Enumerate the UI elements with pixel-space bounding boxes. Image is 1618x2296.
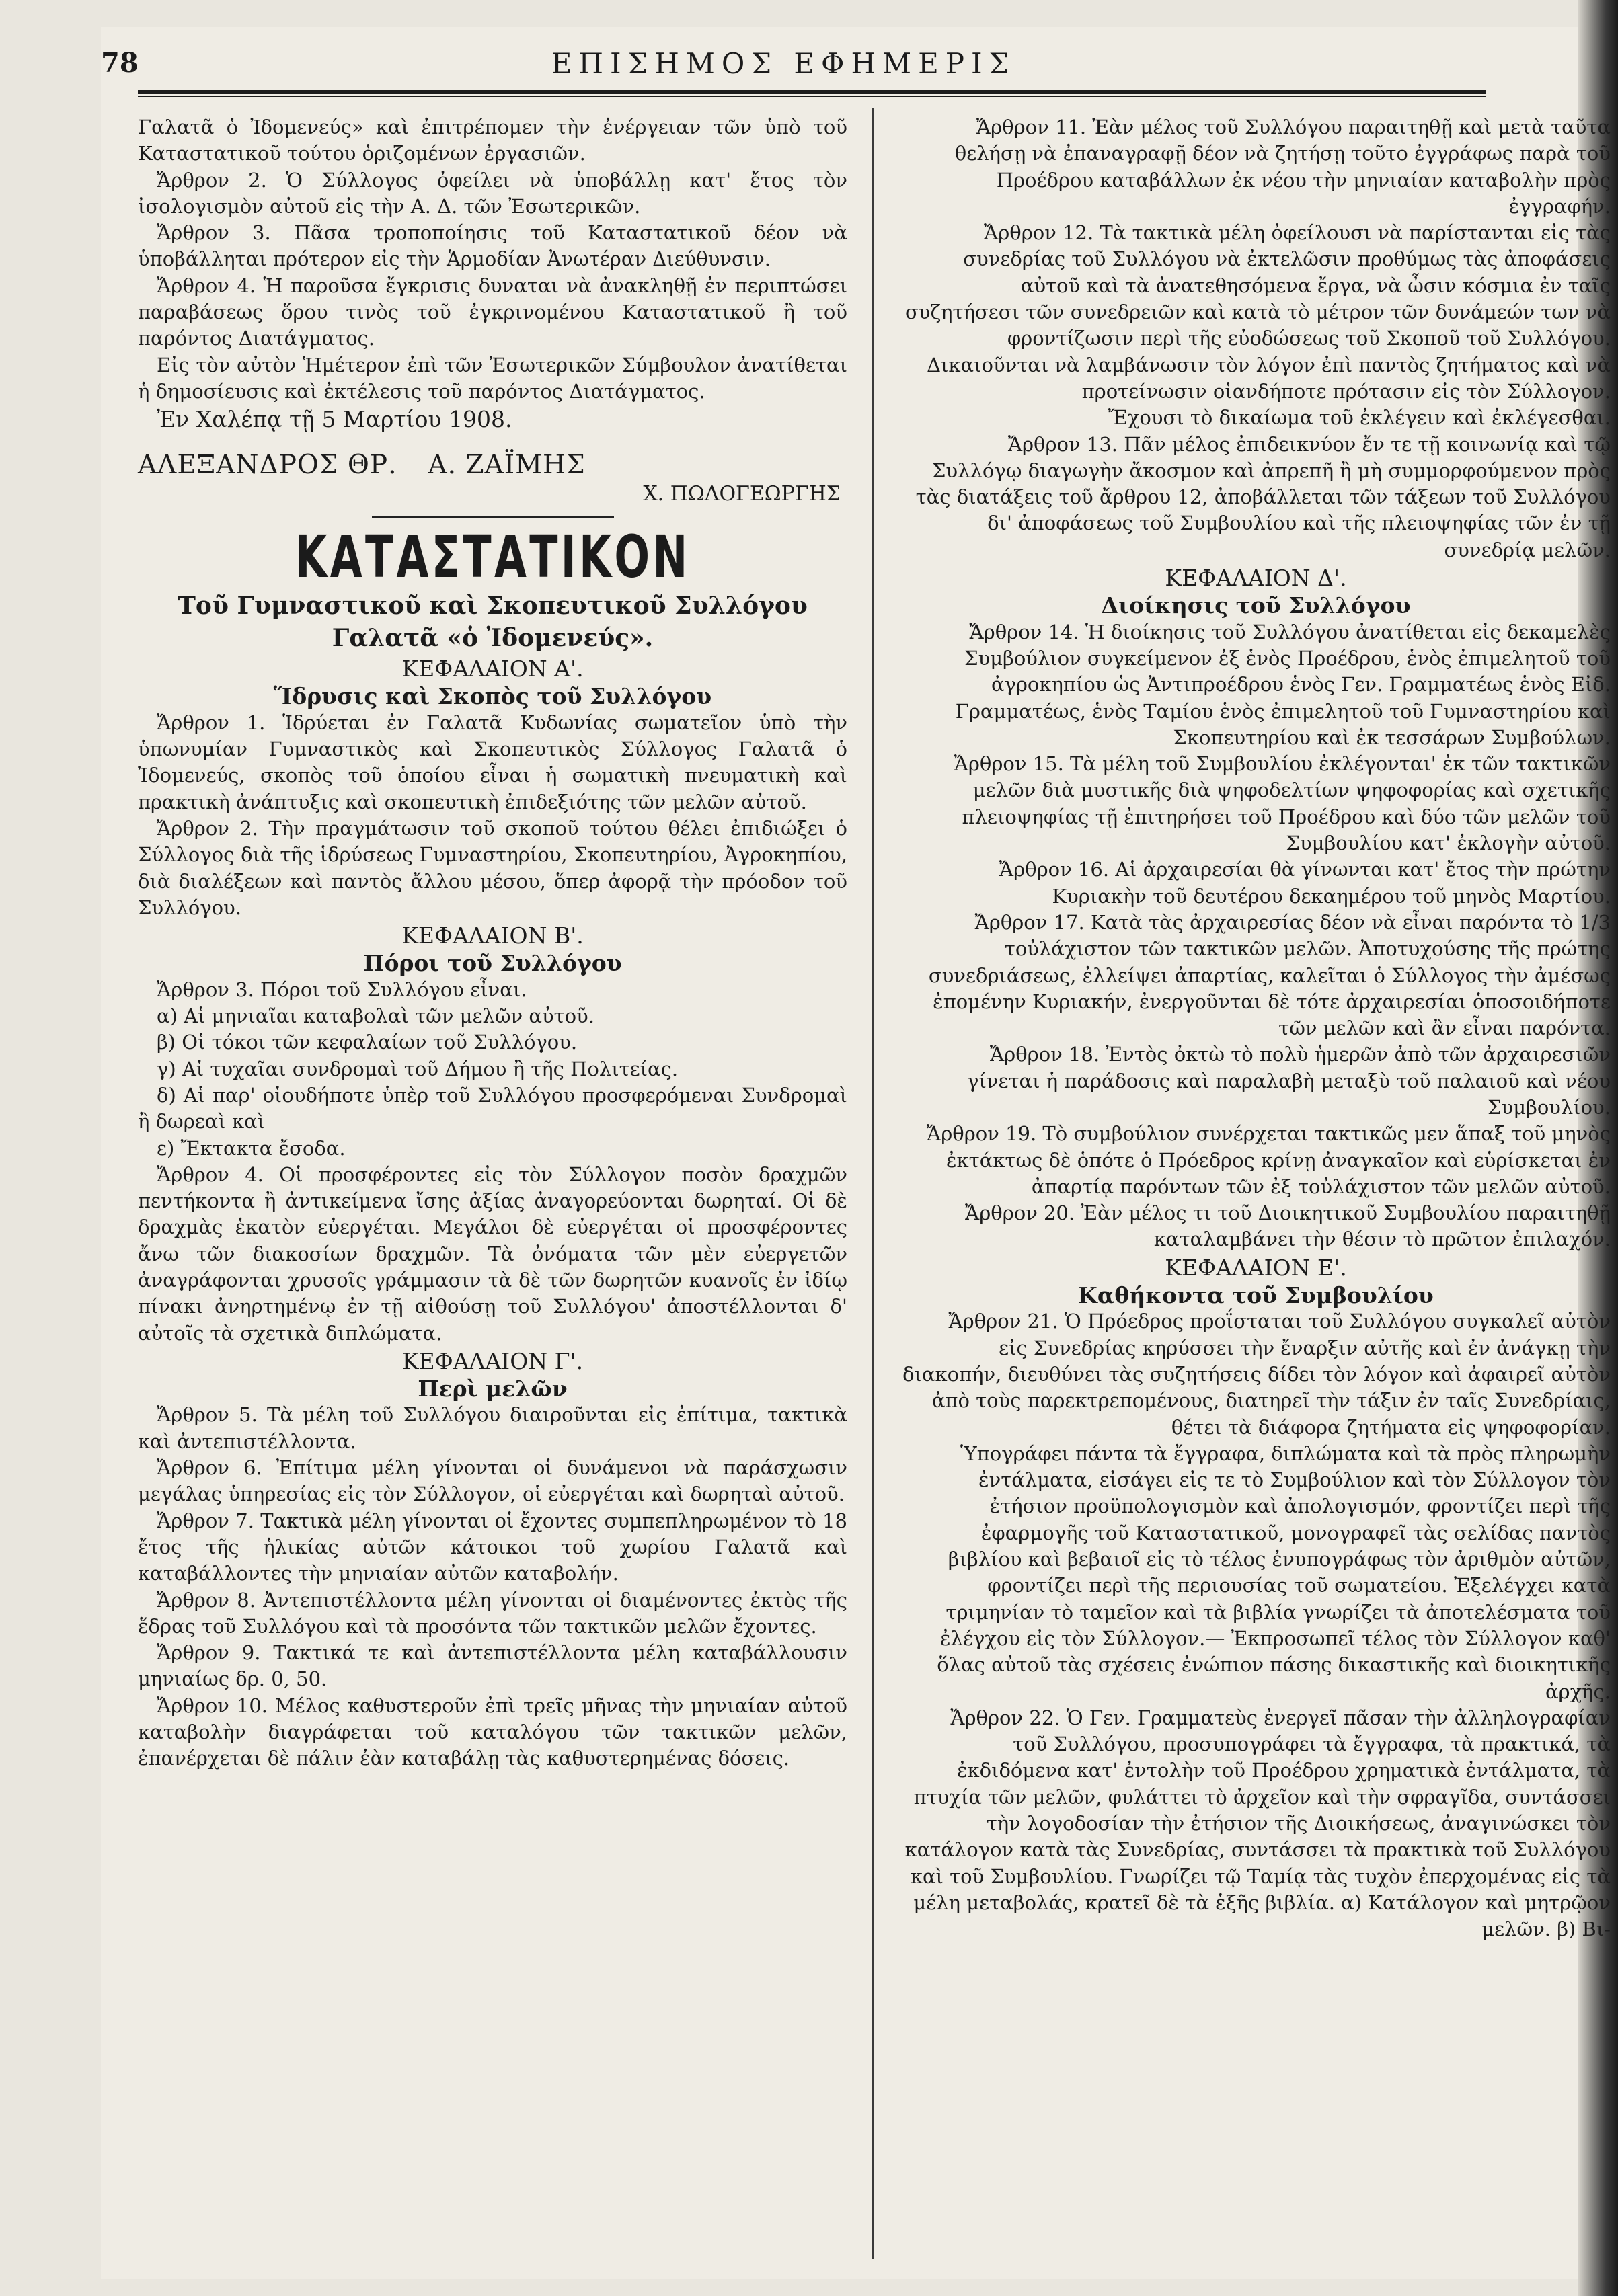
article-paragraph: Ἄρθρον 6. Ἐπίτιμα μέλη γίνονται οἱ δυνάμενοι νὰ παράσχωσιν μεγάλας ὑπηρεσίας εἰς τὸν Σύλλογον, οἱ εὐεργέται καὶ δωρηταὶ αὐτοῦ. [138, 1456, 847, 1506]
article-paragraph: Ἄρθρον 2. Τὴν πραγμάτωσιν τοῦ σκοποῦ τούτου θέλει ἐπιδιώξει ὁ Σύλλογος διὰ τῆς ἱδρύσεως Γυμναστηρίου, Σκοπευτηρίου, Ἀγροκηπίου, διὰ διαλέξεων καὶ παντὸς ἄλλου μέσου, ὅπερ ἀφορᾷ τὴν πρόοδον τοῦ Συλλόγου. [138, 816, 847, 919]
section-separator [372, 516, 614, 518]
article-paragraph: Ἄρθρον 8. Ἀντεπιστέλλοντα μέλη γίνονται οἱ διαμένοντες ἐκτὸς τῆς ἕδρας τοῦ Συλλόγου καὶ τὰ προσόντα τῶν τακτικῶν μελῶν ἔχοντες. [138, 1588, 847, 1638]
left-column [138, 114, 847, 1772]
article-paragraph: Ἄρθρον 15. Τὰ μέλη τοῦ Συμβουλίου ἐκλέγονται' ἐκ τῶν τακτικῶν μελῶν διὰ μυστικῆς διὰ ψηφοδελτίων ψηφοφορίας καὶ σχετικῆς πλειοψηφίας τῇ ἐπιτηρήσει τοῦ Προέδρου καὶ δύο τῶν μελῶν τοῦ Συμβουλίου κατ' ἐκλογὴν αὐτοῦ. [954, 752, 1611, 855]
article-paragraph: Ἄρθρον 11. Ἐὰν μέλος τοῦ Συλλόγου παραιτηθῇ καὶ μετὰ ταῦτα θελήσῃ νὰ ἐπαναγραφῇ δέον νὰ ζητήσῃ τοῦτο ἐγγράφως παρὰ τοῦ Προέδρου καταβάλλων ἐκ νέου τὴν μηνιαίαν καταβολὴν πρὸς ἐγγραφήν. [954, 116, 1611, 218]
article-paragraph: Ἄρθρον 21. Ὁ Πρόεδρος προΐσταται τοῦ Συλλόγου συγκαλεῖ αὐτὸν εἰς Συνεδρίας κηρύσσει τὴν ἔναρξιν αὐτῆς καὶ ἐν ἀνάγκῃ τὴν διακοπήν, διευθύνει τὰς συζητήσεις δίδει τὸν λόγον καὶ ἀφαιρεῖ αὐτὸν ἀπὸ τοὺς παρεκτρεπομένους, διατηρεῖ τὴν τάξιν ἐν ταῖς Συνεδρίαις, θέτει τὰ διάφορα ζητήματα εἰς ψηφοφορίαν. [902, 1310, 1611, 1439]
section-heading: Καθήκοντα τοῦ Συμβουλίου [1078, 1282, 1434, 1309]
masthead-title: ΕΠΙΣΗΜΟΣ ΕΦΗΜΕΡΙΣ [551, 47, 1016, 80]
article-paragraph: Ἄρθρον 3. Πᾶσα τροποποίησις τοῦ Καταστατικοῦ δέον νὰ ὑποβάλληται πρότερον εἰς τὴν Ἁρμοδίαν Ἀνωτέραν Διεύθυνσιν. [138, 221, 847, 271]
article-paragraph: Ἄρθρον 3. Πόροι τοῦ Συλλόγου εἶναι. [157, 978, 527, 1001]
article-paragraph: Ἄρθρον 16. Αἱ ἀρχαιρεσίαι θὰ γίνωνται κατ' ἔτος τὴν πρώτην Κυριακὴν τοῦ δευτέρου δεκαημέρου τοῦ μηνὸς Μαρτίου. [999, 858, 1611, 908]
countersignature: Χ. ΠΩΛΟΓΕΩΡΓΗΣ [643, 481, 841, 506]
statute-subtitle: Τοῦ Γυμναστικοῦ καὶ Σκοπευτικοῦ Συλλόγου Γαλατᾶ «ὁ Ἰδομενεύς». [178, 592, 808, 653]
chapter-heading: ΚΕΦΑΛΑΙΟΝ Β'. [401, 922, 584, 949]
paragraph: Εἰς τὸν αὐτὸν Ἡμέτερον ἐπὶ τῶν Ἐσωτερικῶν Σύμβουλον ἀνατίθεται ἡ δημοσίευσις καὶ ἐκτέλεσις τοῦ παρόντος Διατάγματος. [138, 353, 847, 403]
section-heading: Διοίκησις τοῦ Συλλόγου [1101, 592, 1411, 619]
list-item: δ) Αἱ παρ' οἱουδήποτε ὑπὲρ τοῦ Συλλόγου προσφερόμεναι Συνδρομαὶ ἢ δωρεαὶ καὶ [138, 1083, 847, 1134]
article-paragraph: Ἄρθρον 2. Ὁ Σύλλογος ὀφείλει νὰ ὑποβάλλῃ κατ' ἔτος τὸν ἰσολογισμὸν αὐτοῦ εἰς τὴν Α. Δ. τῶν Ἐσωτερικῶν. [138, 168, 847, 218]
list-item: α) Αἱ μηνιαῖαι καταβολαὶ τῶν μελῶν αὐτοῦ. [157, 1004, 594, 1028]
statute-title: ΚΑΤΑΣΤΑΤΙΚΟΝ [295, 524, 691, 592]
article-paragraph: Ἄρθρον 4. Οἱ προσφέροντες εἰς τὸν Σύλλογον ποσὸν δραχμῶν πεντήκοντα ἢ ἀντικείμενα ἴσης ἀξίας ἀναγορεύονται δωρηταί. Οἱ δὲ δραχμὰς ἑκατὸν εὐεργέται. Μεγάλοι δὲ εὐεργέται οἱ προσφέροντες ἄνω τῶν διακοσίων δραχμῶν. Τὰ ὀνόματα τῶν μὲν εὐεργετῶν ἀναγράφονται χρυσοῖς γράμμασιν τὰ δὲ τῶν δωρητῶν κυανοῖς ἐν ἰδίῳ πίνακι ἀνηρτημένῳ ἐν τῇ αἰθούσῃ τοῦ Συλλόγου' ἀποστέλλονται δ' αὐτοῖς τὰ σχετικὰ διπλώματα. [138, 1162, 847, 1345]
header-rule [138, 90, 1486, 94]
article-paragraph: Ἄρθρον 12. Τὰ τακτικὰ μέλη ὀφείλουσι νὰ παρίστανται εἰς τὰς συνεδρίας τοῦ Συλλόγου νὰ ἐκτελῶσιν προθύμως τὰς ἀποφάσεις αὐτοῦ καὶ τὰ ἀνατεθησόμενα ἔργα, νὰ ὦσιν κόσμια ἐν ταῖς συζητήσεσι τῶν συνεδρειῶν καὶ κατὰ τὸ μέτρον τῶν δυνάμεών των νὰ φροντίζωσιν περὶ τῆς εὐοδώσεως τοῦ Σκοποῦ τοῦ Συλλόγου. Δικαιοῦνται νὰ λαμβάνωσιν τὸν λόγον ἐπὶ παντὸς ζητήματος καὶ νὰ προτείνωσιν οἱανδήποτε πρότασιν εἰς τὸν Σύλλογον. [905, 221, 1611, 403]
article-paragraph: Ἄρθρον 13. Πᾶν μέλος ἐπιδεικνύον ἔν τε τῇ κοινωνίᾳ καὶ τῷ Συλλόγῳ διαγωγὴν ἄκοσμον καὶ ἀπρεπῆ ἢ μὴ συμμορφούμενον πρὸς τὰς διατάξεις τοῦ ἄρθρου 12, ἀποβάλλεται τῶν τάξεων τοῦ Συλλόγου δι' ἀποφάσεως τοῦ Συμβουλίου καὶ τῆς πλειοψηφίας τῶν ἐν τῇ συνεδρίᾳ μελῶν. [915, 432, 1611, 561]
right-column [901, 114, 1611, 1942]
signature-line [138, 449, 847, 480]
decree-date: Ἐν Χαλέπᾳ τῇ 5 Μαρτίου 1908. [157, 406, 512, 433]
article-paragraph: Ἄρθρον 4. Ἡ παροῦσα ἔγκρισις δυναται νὰ ἀνακληθῇ ἐν περιπτώσει παραβάσεως ὅρου τινὸς τοῦ ἐγκρινομένου Καταστατικοῦ ἢ τοῦ παρόντος Διατάγματος. [138, 274, 847, 350]
article-paragraph: Ἄρθρον 19. Τὸ συμβούλιον συνέρχεται τακτικῶς μεν ἅπαξ τοῦ μηνὸς ἐκτάκτως δὲ ὁπότε ὁ Πρόεδρος κρίνῃ ἀναγκαῖον καὶ εὑρίσκεται ἐν ἀπαρτίᾳ παρόντων τῶν ἐξ τοὐλάχιστον τῶν μελῶν αὐτοῦ. [926, 1122, 1611, 1198]
article-paragraph: Ἄρθρον 18. Ἐντὸς ὀκτὼ τὸ πολὺ ἡμερῶν ἀπὸ τῶν ἀρχαιρεσιῶν γίνεται ἡ παράδοσις καὶ παραλαβὴ μεταξὺ τοῦ παλαιοῦ καὶ νέου Συμβουλίου. [967, 1043, 1611, 1119]
article-paragraph: Ἄρθρον 17. Κατὰ τὰς ἀρχαιρεσίας δέον νὰ εἶναι παρόντα τὸ 1/3 τοὐλάχιστον τῶν τακτικῶν μελῶν. Ἀποτυχούσης τῆς πρώτης συνεδριάσεως, ἐλλείψει ἀπαρτίας, καλεῖται ὁ Σύλλογος τὴν ἀμέσως ἐπομένην Κυριακήν, ἐνεργοῦνται δὲ τότε ἀρχαιρεσίαι ὁποσοιδήποτε τῶν μελῶν καὶ ἂν εἶναι παρόντα. [928, 910, 1611, 1040]
chapter-heading: ΚΕΦΑΛΑΙΟΝ Γ'. [401, 1347, 584, 1374]
article-paragraph: Ἄρθρον 5. Τὰ μέλη τοῦ Συλλόγου διαιροῦνται εἰς ἐπίτιμα, τακτικὰ καὶ ἀντεπιστέλλοντα. [138, 1403, 847, 1453]
article-paragraph: Ἄρθρον 10. Μέλος καθυστεροῦν ἐπὶ τρεῖς μῆνας τὴν μηνιαίαν αὐτοῦ καταβολὴν διαγράφεται τοῦ καταλόγου τῶν τακτικῶν μελῶν, ἐπανέρχεται δὲ πάλιν ἐὰν καταβάλῃ τὰς καθυστερημένας δόσεις. [138, 1694, 847, 1770]
column-divider [872, 108, 874, 2259]
signature-king: ΑΛΕΞΑΝΔΡΟΣ ΘΡ. [138, 449, 397, 480]
chapter-heading: ΚΕΦΑΛΑΙΟΝ Ε'. [1165, 1254, 1347, 1281]
article-paragraph: Ἄρθρον 22. Ὁ Γεν. Γραμματεὺς ἐνεργεῖ πᾶσαν τὴν ἀλληλογραφίαν τοῦ Συλλόγου, προσυπογράφει τὰ ἔγγραφα, τὰ πρακτικά, τὰ ἐκδιδόμενα κατ' ἐντολὴν τοῦ Προέδρου χρηματικὰ ἐντάλματα, τὰ πτυχία τῶν μελῶν, φυλάττει τὸ ἀρχεῖον καὶ τὴν σφραγῖδα, συντάσσει τὴν λογοδοσίαν τὴν ἐτήσιον τῆς Διοικήσεως, ἀναγινώσκει τὸν κατάλογον κατὰ τὰς Συνεδρίας, συντάσσει τὰ πρακτικὰ τοῦ Συλλόγου καὶ τοῦ Συμβουλίου. Γνωρίζει τῷ Ταμίᾳ τὰς τυχὸν ἐπερχομένας εἰς τὰ μέλη μεταβολάς, κρατεῖ δὲ τὰ ἑξῆς βιβλία. α) Κατάλογον καὶ μητρῷον μελῶν. β) Βι- [904, 1706, 1611, 1941]
list-item: ε) Ἔκτακτα ἔσοδα. [157, 1136, 346, 1160]
list-item: β) Οἱ τόκοι τῶν κεφαλαίων τοῦ Συλλόγου. [157, 1031, 578, 1054]
list-item: γ) Αἱ τυχαῖαι συνδρομαὶ τοῦ Δήμου ἢ τῆς Πολιτείας. [157, 1057, 679, 1080]
paragraph: Γαλατᾶ ὁ Ἰδομενεύς» καὶ ἐπιτρέπομεν τὴν ἐνέργειαν τῶν ὑπὸ τοῦ Καταστατικοῦ τούτου ὁριζομένων ἐργασιῶν. [138, 116, 847, 165]
section-heading: Ἵδρυσις καὶ Σκοπὸς τοῦ Συλλόγου [273, 683, 712, 710]
article-paragraph: Ἄρθρον 7. Τακτικὰ μέλη γίνονται οἱ ἔχοντες συμπεπληρωμένον τὸ 18 ἔτος τῆς ἡλικίας αὐτῶν κάτοικοι τοῦ χωρίου Γαλατᾶ καὶ καταβάλλοντες τὴν μηνιαίαν αὐτῶν καταβολήν. [138, 1509, 847, 1585]
signature-zaimis: Α. ΖΑΪΜΗΣ [428, 449, 586, 480]
article-paragraph: Ἄρθρον 1. Ἱδρύεται ἐν Γαλατᾶ Κυδωνίας σωματεῖον ὑπὸ τὴν ὑπωνυμίαν Γυμναστικὸς καὶ Σκοπευτικὸς Σύλλογος Γαλατᾶ ὁ Ἰδομενεύς, σκοπὸς τοῦ ὁποίου εἶναι ἡ σωματικὴ πνευματικὴ καὶ πρακτικὴ ἀνάπτυξις καὶ σκοπευτικὴ ἐπιδεξιότης τῶν μελῶν αὐτοῦ. [138, 711, 847, 814]
section-heading: Περὶ μελῶν [418, 1376, 568, 1402]
header-rule-thin [138, 96, 1486, 97]
page-number: 78 [101, 47, 139, 79]
chapter-heading: ΚΕΦΑΛΑΙΟΝ Δ'. [1165, 565, 1347, 592]
paragraph: Ὑπογράφει πάντα τὰ ἔγγραφα, διπλώματα καὶ τὰ πρὸς πληρωμὴν ἐντάλματα, εἰσάγει εἰς τε τὸ Συμβούλιον καὶ τὸν Σύλλογον τὸν ἐτήσιον προϋπολογισμὸν καὶ ἀπολογισμόν, φροντίζει περὶ τῆς ἐφαρμογῆς τοῦ Καταστατικοῦ, μονογραφεῖ τὰς σελίδας παντὸς βιβλίου καὶ βεβαιοῖ εἰς τὸ τέλος ἐνυπογράφως τὸν ἀριθμὸν αὐτῶν, φροντίζει περὶ τῆς περιουσίας τοῦ σωματείου. Ἐξελέγχει κατὰ τριμηνίαν τὸ ταμεῖον καὶ τὰ βιβλία γνωρίζει τὰ ἀποτελέσματα τοῦ ἐλέγχου εἰς τὸν Σύλλογον.— Ἐκπροσωπεῖ τέλος τὸν Σύλλογον καθ' ὅλας αὐτοῦ τὰς σχέσεις ἐνώπιον πάσης δικαστικῆς καὶ διοικητικῆς ἀρχῆς. [937, 1441, 1611, 1703]
paragraph: Ἔχουσι τὸ δικαίωμα τοῦ ἐκλέγειν καὶ ἐκλέγεσθαι. [1108, 406, 1611, 430]
section-heading: Πόροι τοῦ Συλλόγου [363, 950, 622, 977]
page-header [84, 38, 1483, 91]
article-paragraph: Ἄρθρον 14. Ἡ διοίκησις τοῦ Συλλόγου ἀνατίθεται εἰς δεκαμελὲς Συμβούλιον συγκείμενον ἐξ ἑνὸς Προέδρου, ἑνὸς ἐπιμελητοῦ τοῦ ἀγροκηπίου ὡς Ἀντιπροέδρου ἑνὸς Γεν. Γραμματέως ἑνὸς Εἰδ. Γραμματέως, ἑνὸς Ταμίου ἑνὸς ἐπιμελητοῦ τοῦ Γυμναστηρίου καὶ Σκοπευτηρίου καὶ ἐκ τεσσάρων Συμβούλων. [955, 620, 1611, 749]
chapter-heading: ΚΕΦΑΛΑΙΟΝ Α'. [401, 656, 584, 682]
article-paragraph: Ἄρθρον 9. Τακτικά τε καὶ ἀντεπιστέλλοντα μέλη καταβάλλουσιν μηνιαίως δρ. 0, 50. [138, 1641, 847, 1691]
article-paragraph: Ἄρθρον 20. Ἐὰν μέλος τι τοῦ Διοικητικοῦ Συμβουλίου παραιτηθῇ καταλαμβάνει τὴν θέσιν τὸ πρῶτον ἐπιλαχόν. [964, 1201, 1611, 1251]
